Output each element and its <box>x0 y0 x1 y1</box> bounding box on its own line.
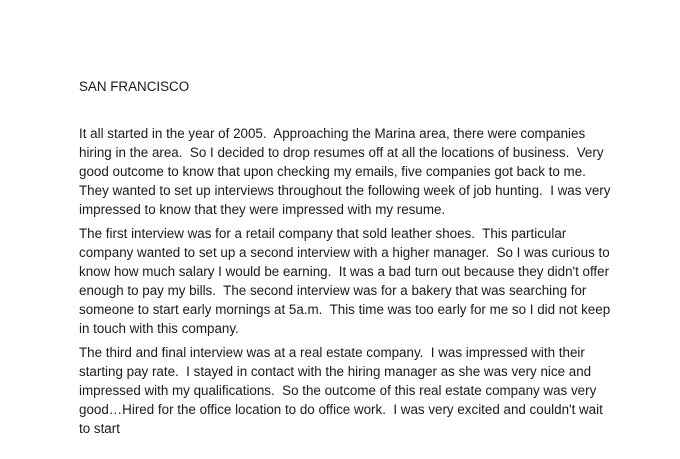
paragraph-third-interview: The third and final interview was at a real estate company. I was impressed with their starting pay rate. I stayed in contact with the hiring manager as she was very nice and impressed with my qualifications. So the outcome of this real estate company was very good…Hired for the office location to do office work. I was very excited and couldn't wait to start <box>79 345 607 436</box>
document-heading: SAN FRANCISCO <box>79 79 190 94</box>
paragraph-first-second-interviews: The first interview was for a retail company that sold leather shoes. This particular company wanted to set up a second interview with a higher manager. So I was curious to know how much salary I would be earning. It was a bad turn out because they didn't offer enough to pay my bills. The second interview was for a bakery that was searching for someone to start early mornings at 5a.m. This time was too early for me so I did not keep in touch with this company. <box>79 226 614 336</box>
paragraph-intro: It all started in the year of 2005. Approaching the Marina area, there were companies hiring in the area. So I decided to drop resumes off at all the locations of business. Very good outcome to know that upon checking my emails, five companies got back to me. They wanted to set up interviews throughout the following week of job hunting. I was very impressed to know that they were impressed with my resume. <box>79 126 615 217</box>
document-content <box>79 77 615 443</box>
